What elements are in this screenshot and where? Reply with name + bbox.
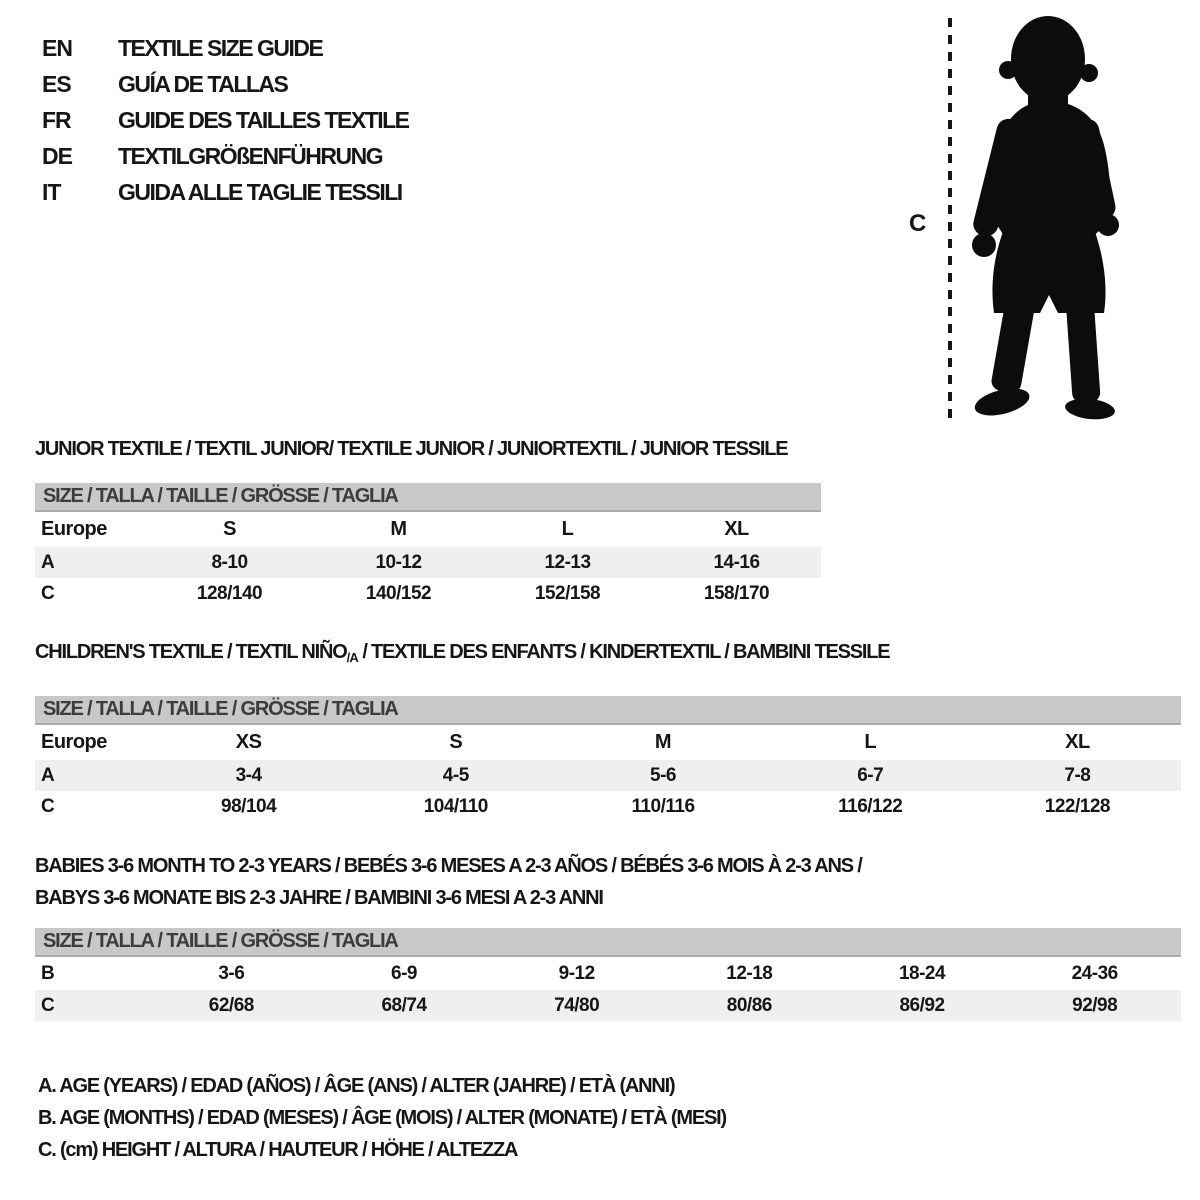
cell-value: 9-12	[558, 962, 595, 984]
table-row-months	[35, 957, 1181, 990]
size-col-header: XL	[1065, 731, 1090, 753]
row-label: A	[41, 551, 55, 573]
row-label: C	[41, 795, 55, 817]
table-row-height	[35, 578, 821, 609]
cell-value: 98/104	[221, 795, 277, 817]
cell-value: 62/68	[208, 994, 254, 1016]
size-col-header: L	[864, 731, 877, 753]
legend-line-a: A. AGE (YEARS) / EDAD (AÑOS) / ÂGE (ANS) / ALTER (JAHRE) / ETÀ (ANNI)	[38, 1075, 675, 1097]
toddler-silhouette-icon	[958, 13, 1143, 420]
cell-value: 18-24	[898, 962, 946, 984]
cell-value: 104/110	[423, 795, 488, 817]
table-row-height	[35, 990, 1181, 1021]
cell-value: 68/74	[381, 994, 427, 1016]
children-section-title	[35, 640, 1181, 670]
size-header-bar: SIZE / TALLA / TAILLE / GRÖSSE / TAGLIA	[35, 696, 1181, 725]
language-code: EN	[42, 35, 72, 61]
language-row-en	[42, 30, 409, 66]
cell-value: 3-6	[218, 962, 245, 984]
children-title-post: / TEXTILE DES ENFANTS / KINDERTEXTIL / BAMBINI TESSILE	[357, 641, 890, 663]
size-col-header: XL	[724, 518, 749, 540]
guide-title: GUIDE DES TAILLES TEXTILE	[118, 107, 409, 133]
language-code: IT	[42, 179, 61, 205]
cell-value: 110/116	[631, 795, 695, 817]
cell-value: 12-18	[726, 962, 773, 984]
cell-value: 24-36	[1071, 962, 1118, 984]
babies-section-title-line1: BABIES 3-6 MONTH TO 2-3 YEARS / BEBÉS 3-6 MESES A 2-3 AÑOS / BÉBÉS 3-6 MOIS À 2-3 ANS /	[35, 855, 862, 877]
language-code: ES	[42, 71, 71, 97]
guide-title: TEXTILGRÖßENFÜHRUNG	[118, 143, 383, 169]
language-row-es	[42, 66, 409, 102]
table-row-age	[35, 760, 1181, 791]
guide-title: TEXTILE SIZE GUIDE	[118, 35, 323, 61]
babies-section-title-line2: BABYS 3-6 MONATE BIS 2-3 JAHRE / BAMBINI 3-6 MESI A 2-3 ANNI	[35, 887, 603, 909]
cell-value: 5-6	[650, 764, 676, 786]
table-row-height	[35, 791, 1181, 822]
size-header-row	[35, 512, 821, 547]
cell-value: 122/128	[1044, 795, 1110, 817]
language-code: DE	[42, 143, 72, 169]
cell-value: 3-4	[235, 764, 262, 786]
row-label: C	[41, 994, 55, 1016]
language-title-list	[42, 30, 409, 210]
row-label: C	[41, 582, 55, 604]
cell-value: 14-16	[713, 551, 760, 573]
size-col-header: XS	[235, 731, 262, 753]
size-col-header: L	[561, 518, 574, 540]
children-textile-section	[35, 640, 1181, 822]
legend-line-b: B. AGE (MONTHS) / EDAD (MESES) / ÂGE (MOIS) / ALTER (MONATE) / ETÀ (MESI)	[38, 1107, 726, 1129]
height-measure-figure	[895, 8, 1165, 428]
cell-value: 116/122	[838, 795, 903, 817]
size-col-header: S	[223, 518, 236, 540]
cell-value: 152/158	[534, 582, 601, 604]
cell-value: 8-10	[211, 551, 248, 573]
children-title-pre: CHILDREN'S TEXTILE / TEXTIL NIÑO	[35, 641, 347, 663]
cell-value: 10-12	[375, 551, 422, 573]
row-label: B	[41, 962, 55, 984]
size-col-header: M	[654, 731, 672, 753]
junior-textile-section	[35, 437, 821, 609]
guide-title: GUÍA DE TALLAS	[118, 71, 288, 97]
row-label: A	[41, 764, 55, 786]
measurement-legend	[38, 1070, 726, 1166]
height-measure-dashed-line	[948, 18, 952, 418]
cell-value: 7-8	[1064, 764, 1091, 786]
size-header-bar: SIZE / TALLA / TAILLE / GRÖSSE / TAGLIA	[35, 928, 1181, 957]
size-col-header: S	[449, 731, 463, 753]
cell-value: 74/80	[554, 994, 600, 1016]
size-col-header: M	[390, 518, 407, 540]
language-code: FR	[42, 107, 71, 133]
measure-c-label: C	[909, 210, 927, 237]
region-label: Europe	[41, 518, 107, 540]
cell-value: 12-13	[544, 551, 591, 573]
cell-value: 4-5	[442, 764, 469, 786]
table-row-age	[35, 547, 821, 578]
cell-value: 140/152	[365, 582, 432, 604]
cell-value: 86/92	[899, 994, 945, 1016]
size-header-row	[35, 725, 1181, 760]
junior-section-title: JUNIOR TEXTILE / TEXTIL JUNIOR/ TEXTILE JUNIOR / JUNIORTEXTIL / JUNIOR TESSILE	[35, 438, 788, 460]
region-label: Europe	[41, 731, 107, 753]
guide-title: GUIDA ALLE TAGLIE TESSILI	[118, 179, 402, 205]
cell-value: 158/170	[703, 582, 770, 604]
language-row-de	[42, 138, 409, 174]
legend-line-c: C. (cm) HEIGHT / ALTURA / HAUTEUR / HÖHE / ALTEZZA	[38, 1139, 518, 1161]
cell-value: 6-7	[857, 764, 884, 786]
cell-value: 6-9	[391, 962, 417, 984]
cell-value: 80/86	[726, 994, 772, 1016]
language-row-fr	[42, 102, 409, 138]
cell-value: 128/140	[196, 582, 263, 604]
size-header-bar: SIZE / TALLA / TAILLE / GRÖSSE / TAGLIA	[35, 483, 821, 512]
language-row-it	[42, 174, 409, 210]
children-title-sub: /A	[346, 650, 358, 665]
babies-textile-section	[35, 850, 1181, 1021]
cell-value: 92/98	[1072, 994, 1118, 1016]
